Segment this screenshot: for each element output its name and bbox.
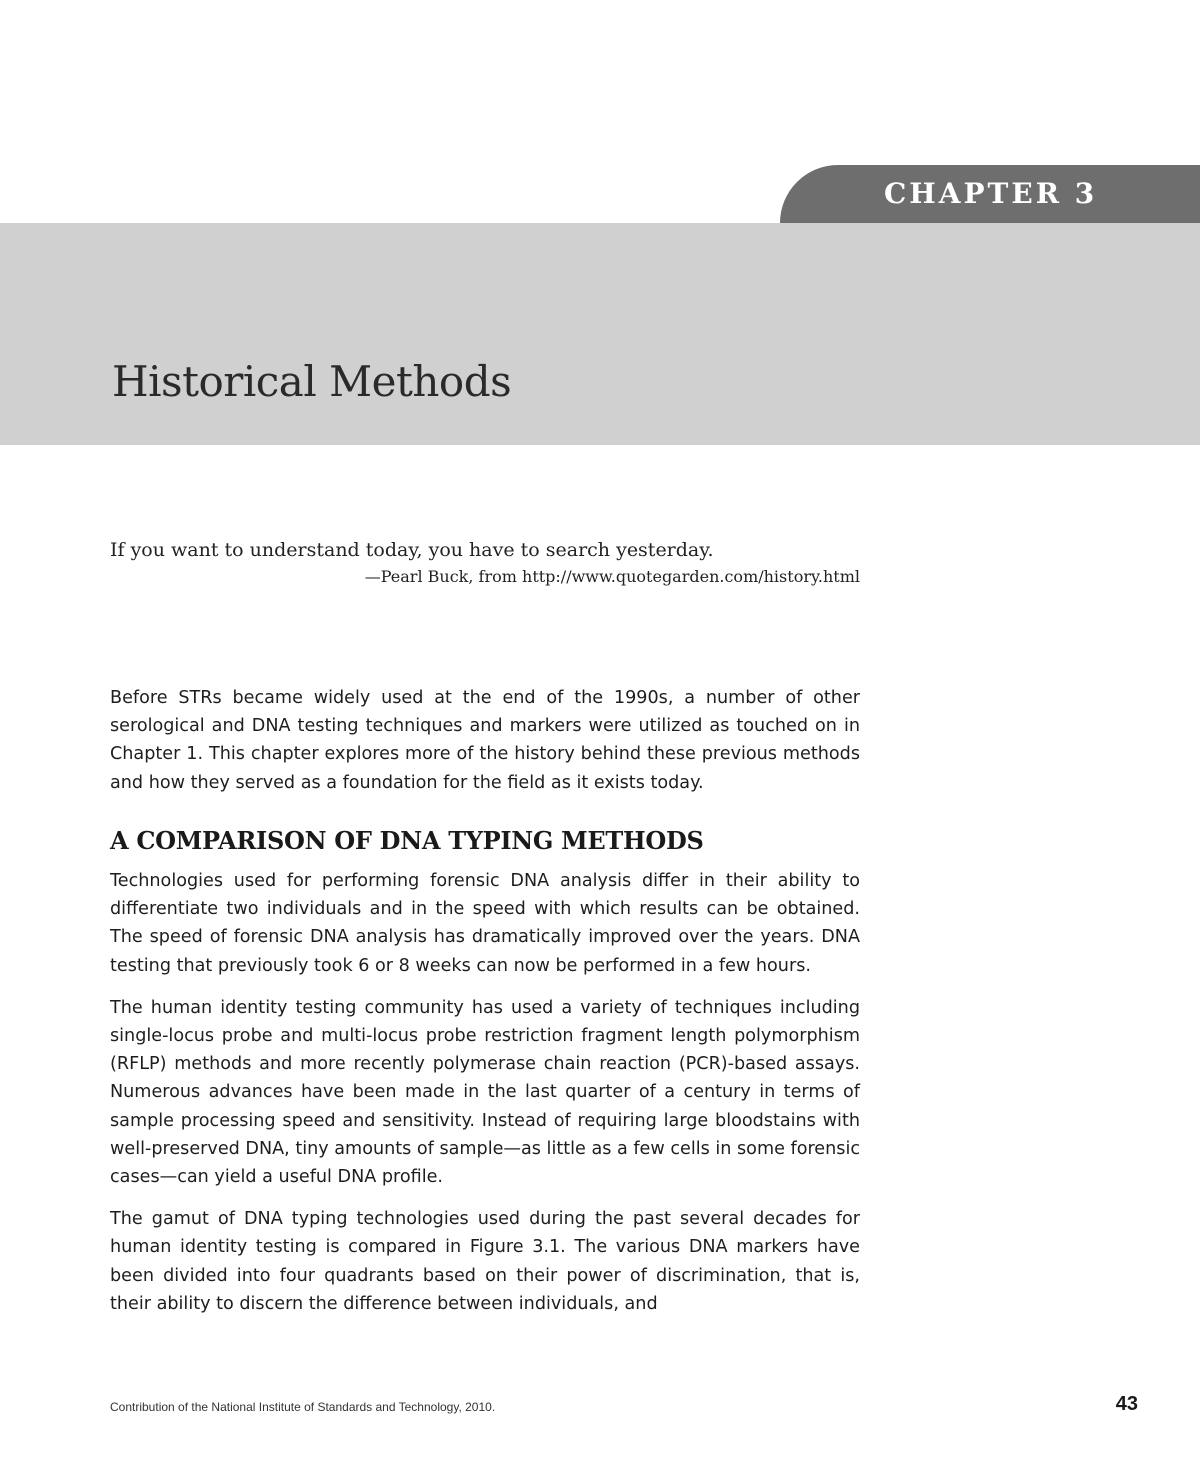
body-text [110, 684, 860, 1318]
title-band [0, 223, 1200, 445]
section-heading: A COMPARISON OF DNA TYPING METHODS [110, 825, 704, 855]
section-paragraph: The gamut of DNA typing technologies used during the past several decades for human identity testing is compared in Figure 3.1. The various DNA markers have been divided into four quadrants based on their power of discrimination, that is, their ability to discern the difference between individuals, and [110, 1209, 860, 1314]
section-paragraph: Technologies used for performing forensic DNA analysis differ in their ability to differentiate two individuals and in the speed with which results can be obtained. The speed of forensic DNA analysis has dramatically improved over the years. DNA testing that previously took 6 or 8 weeks can now be performed in a few hours. [110, 871, 860, 976]
footer-note: Contribution of the National Institute of Standards and Technology, 2010. [110, 1400, 496, 1414]
section-paragraph: The human identity testing community has used a variety of techniques including single-locus probe and multi-locus probe restriction fragment length polymorphism (RFLP) methods and more recently polymerase chain reaction (PCR)-based assays. Numerous advances have been made in the last quarter of a century in terms of sample processing speed and sensitivity. Instead of requiring large bloodstains with well-preserved DNA, tiny amounts of sample—as little as a few cells in some forensic cases—can yield a useful DNA profile. [110, 997, 861, 1188]
chapter-label: CHAPTER 3 [884, 177, 1098, 210]
epigraph [110, 536, 860, 590]
page-number: 43 [1115, 1393, 1138, 1415]
intro-paragraph: Before STRs became widely used at the end of the 1990s, a number of other serological and DNA testing techniques and markers were utilized as touched on in Chapter 1. This chapter explores more of the history behind these previous methods and how they served as a foundation for the field as it exists today. [110, 688, 860, 793]
chapter-tab [780, 165, 1200, 223]
epigraph-source: —Pearl Buck, from http://www.quotegarden.com/history.html [364, 567, 860, 586]
chapter-title: Historical Methods [112, 357, 512, 406]
epigraph-quote: If you want to understand today, you have to search yesterday. [110, 539, 714, 561]
